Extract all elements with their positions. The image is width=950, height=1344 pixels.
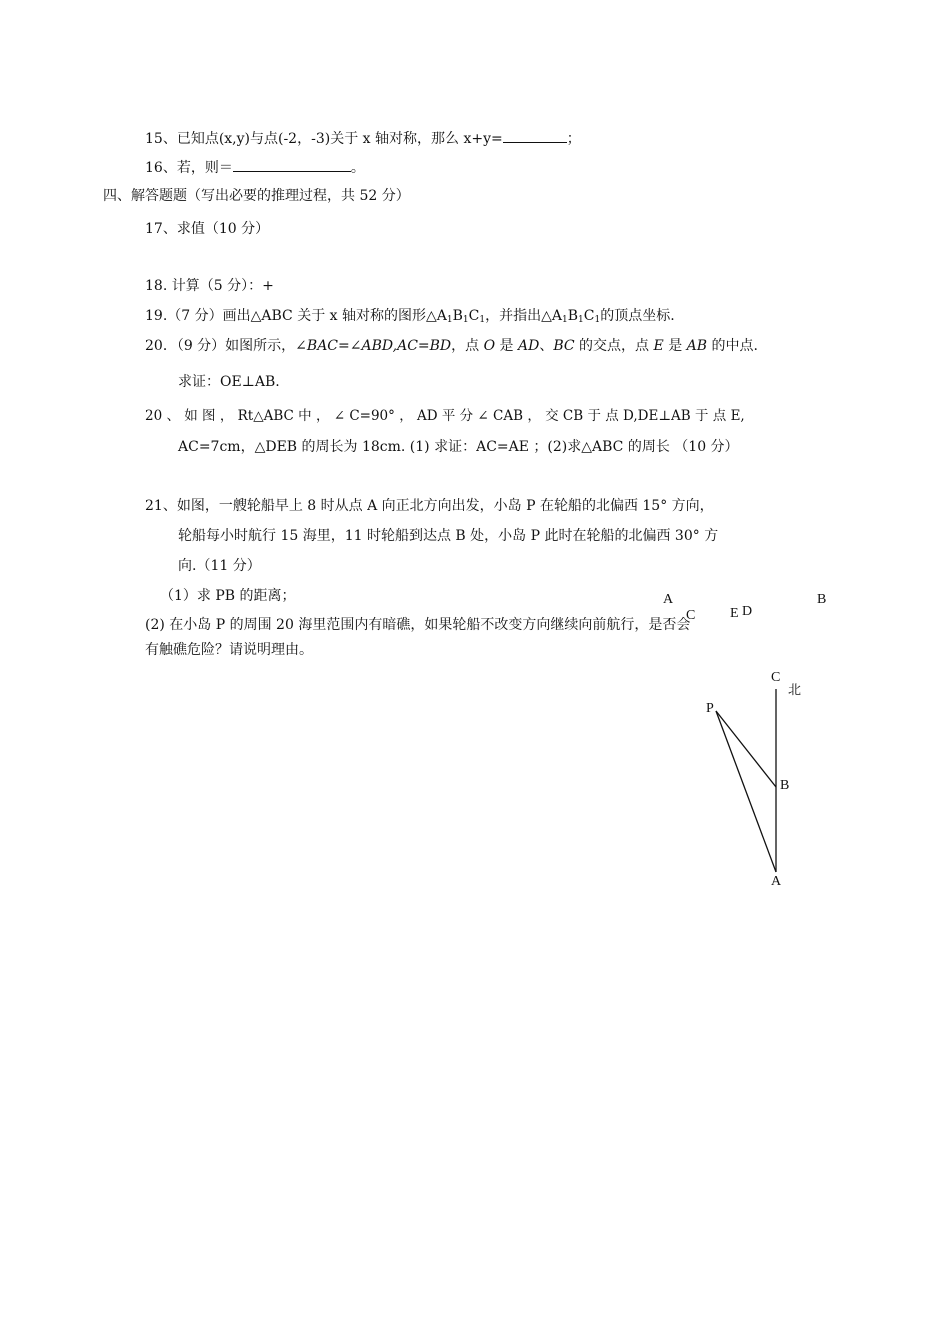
segment-ab: AB [686, 338, 708, 354]
subscript: 1 [446, 315, 453, 325]
question-15-text: 15、已知点(x,y)与点(-2，-3)关于 x 轴对称，那么 x+y= [145, 131, 503, 147]
q20a-text: 的交点，点 [574, 338, 654, 354]
subscript: 1 [479, 315, 486, 325]
q19-part: C [583, 308, 595, 324]
question-16-suffix: 。 [350, 160, 365, 176]
section-heading: 四、解答题题（写出必要的推理过程，共 52 分） [103, 188, 410, 204]
question-21-line2: 轮船每小时航行 15 海里，11 时轮船到达点 B 处，小岛 P 此时在轮船的北偏西 30° 方 [178, 528, 719, 544]
subscript: 1 [578, 315, 584, 325]
q20a-text: , [392, 338, 398, 354]
fig21-label-a: A [771, 874, 782, 889]
fig20-label-d: D [742, 604, 753, 619]
fig21-label-p: P [706, 701, 714, 716]
question-17: 17、求值（10 分） [145, 221, 270, 237]
subscript: 1 [594, 315, 601, 325]
q20a-text: = [417, 338, 430, 354]
q20a-text: =∠ [338, 338, 362, 354]
question-21-line1: 21、如图，一艘轮船早上 8 时从点 A 向正北方向出发，小岛 P 在轮船的北偏西 15° 方向， [145, 498, 714, 514]
question-21-part1: （1）求 PB 的距离； [160, 588, 296, 604]
fig20-label-b: B [817, 592, 827, 607]
question-16-text: 16、若，则＝ [145, 160, 233, 176]
q19-part: B [567, 308, 579, 324]
segment-bc: BC [553, 338, 575, 354]
question-21-part2-line2: 有触礁危险？请说明理由。 [145, 642, 313, 658]
line-pa [716, 711, 776, 872]
question-20a-proof: 求证：OE⊥AB. [178, 374, 280, 390]
question-15-suffix: ； [566, 131, 581, 147]
subscript: 1 [562, 315, 568, 325]
question-20b-line1: 20 、 如 图 ， Rt△ABC 中 ， ∠ C=90° ， AD 平 分 ∠ CAB ， 交 CB 于 点 D,DE⊥AB 于 点 E, [145, 408, 745, 424]
line-pb [716, 711, 776, 787]
fig20-label-e: E [730, 606, 739, 621]
angle-abd: ABD [361, 338, 393, 354]
question-21-line3: 向.（11 分） [178, 558, 261, 574]
fig21-label-c: C [771, 670, 781, 685]
q19-part: B [452, 308, 463, 324]
point-o: O [483, 338, 496, 354]
q20a-text: 的中点. [707, 338, 758, 354]
segment-bd: BD [429, 338, 452, 354]
q20a-text: 、 [539, 338, 554, 354]
segment-ac: AC [397, 338, 418, 354]
q19-part: 的顶点坐标. [600, 308, 675, 324]
angle-bac: BAC [306, 338, 339, 354]
question-21-part2-line1: (2) 在小岛 P 的周围 20 海里范围内有暗礁，如果轮船不改变方向继续向前航行，是否会 [145, 617, 691, 633]
segment-ad: AD [518, 338, 540, 354]
q20a-text: 是 [495, 338, 518, 354]
fig21-label-b: B [780, 778, 790, 793]
q20a-text: ，点 [451, 338, 484, 354]
q19-part: ，并指出△A [485, 308, 562, 324]
subscript: 1 [462, 315, 469, 325]
q19-part: C [468, 308, 480, 324]
question-18: 18. 计算（5 分）：+ [145, 278, 274, 294]
question-20b-line2: AC=7cm，△DEB 的周长为 18cm. (1) 求证：AC=AE ；(2)求△ABC 的周长 （10 分） [178, 439, 739, 455]
fig20-label-a: A [663, 592, 674, 607]
q20a-text: 20．（9 分）如图所示，∠ [145, 338, 307, 354]
fig20-label-c: C [686, 608, 696, 623]
point-e: E [653, 338, 664, 354]
fig21-label-north: 北 [788, 683, 802, 698]
q19-part: 19.（7 分）画出△ABC 关于 x 轴对称的图形△A [145, 308, 447, 324]
q20a-text: 是 [663, 338, 687, 354]
